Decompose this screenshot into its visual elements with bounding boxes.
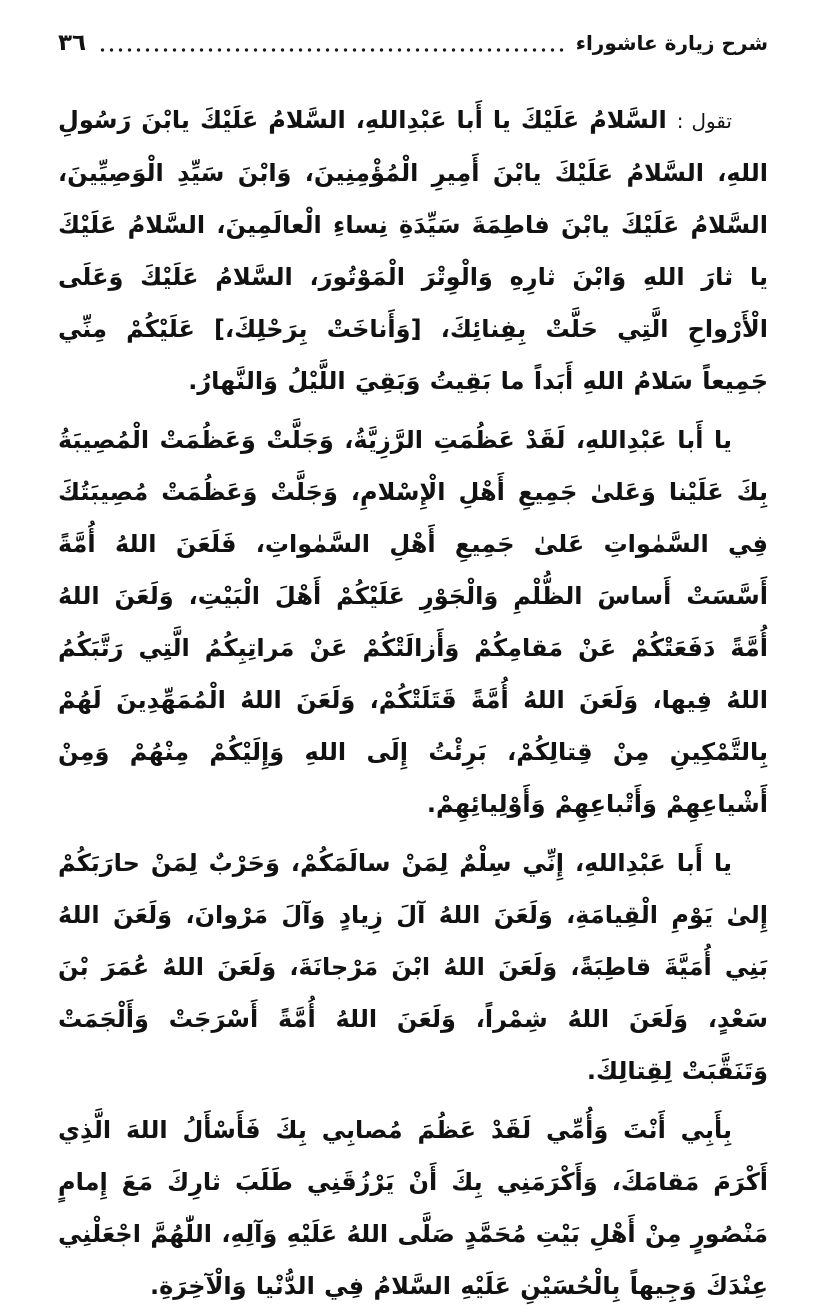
paragraph-dua-text: بِأَبِي أَنْتَ وَأُمِّي لَقَدْ عَظُمَ مُصابِي بِكَ فَأَسْأَلُ اللهَ الَّذِي أَكْرَمَ مَقامَكَ، وَأَكْرَمَنِي بِكَ أَنْ يَرْزُقَنِي طَلَبَ ثارِكَ مَعَ إِمامٍ مَنْصُورٍ مِنْ أَهْلِ بَيْتِ مُحَمَّدٍ صَلَّى اللهُ عَلَيْهِ وَآلِهِ، اللّٰهُمَّ اجْعَلْنِي عِنْدَكَ وَجِيهاً بِالْحُسَيْنِ عَلَيْهِ السَّلامُ فِي الدُّنْيا وَالْآخِرَةِ. [58, 1116, 768, 1300]
paragraph-lan [58, 837, 768, 1097]
page-number: ٣٦ [58, 30, 87, 56]
paragraph-musibah-text: يا أَبا عَبْدِاللهِ، لَقَدْ عَظُمَتِ الرَّزِيَّةُ، وَجَلَّتْ وَعَظُمَتْ الْمُصِيبَةُ بِكَ عَلَيْنا وَعَلىٰ جَمِيعِ أَهْلِ الْإِسْلامِ، وَجَلَّتْ وَعَظُمَتْ مُصِيبَتُكَ فِي السَّمٰواتِ عَلىٰ جَمِيعِ أَهْلِ السَّمٰواتِ، فَلَعَنَ اللهُ أُمَّةً أَسَّسَتْ أَساسَ الظُّلْمِ وَالْجَوْرِ عَلَيْكُمْ أَهْلَ الْبَيْتِ، وَلَعَنَ اللهُ أُمَّةً دَفَعَتْكُمْ عَنْ مَقامِكُمْ وَأَزالَتْكُمْ عَنْ مَراتِبِكُمُ الَّتِي رَتَّبَكُمُ اللهُ فِيها، وَلَعَنَ اللهُ أُمَّةً قَتَلَتْكُمْ، وَلَعَنَ اللهُ الْمُمَهِّدِينَ لَهُمْ بِالتَّمْكِينِ مِنْ قِتالِكُمْ، بَرِئْتُ إِلَى اللهِ وَإِلَيْكُمْ مِنْهُمْ وَمِنْ أَشْياعِهِمْ وَأَتْباعِهِمْ وَأَوْلِيائِهِمْ. [58, 426, 768, 818]
page-header [58, 26, 768, 60]
running-title: شرح زيارة عاشوراء [575, 31, 768, 55]
speech-cue-label: تقول : [676, 109, 732, 133]
paragraph-dua [58, 1104, 768, 1312]
paragraph-opening-salam-text: السَّلامُ عَلَيْكَ يا أَبا عَبْدِاللهِ، السَّلامُ عَلَيْكَ يابْنَ رَسُولِ اللهِ، السَّلامُ عَلَيْكَ يابْنَ أَمِيرِ الْمُؤْمِنِينَ، وَابْنَ سَيِّدِ الْوَصِيِّينَ، السَّلامُ عَلَيْكَ يابْنَ فاطِمَةَ سَيِّدَةِ نِساءِ الْعالَمِينَ، السَّلامُ عَلَيْكَ يا ثارَ اللهِ وَابْنَ ثارِهِ وَالْوِتْرَ الْمَوْتُورَ، السَّلامُ عَلَيْكَ وَعَلَى الْأَرْواحِ الَّتِي حَلَّتْ بِفِنائِكَ، [وَأَناخَتْ بِرَحْلِكَ،] عَلَيْكُمْ مِنِّي جَمِيعاً سَلامُ اللهِ أَبَداً ما بَقِيتُ وَبَقِيَ اللَّيْلُ وَالنَّهارُ. [58, 106, 768, 395]
paragraph-lan-text: يا أَبا عَبْدِاللهِ، إِنِّي سِلْمٌ لِمَنْ سالَمَكُمْ، وَحَرْبٌ لِمَنْ حارَبَكُمْ إِلىٰ يَوْمِ الْقِيامَةِ، وَلَعَنَ اللهُ آلَ زِيادٍ وَآلَ مَرْوانَ، وَلَعَنَ اللهُ بَنِي أُمَيَّةَ قاطِبَةً، وَلَعَنَ اللهُ ابْنَ مَرْجانَةَ، وَلَعَنَ اللهُ عُمَرَ بْنَ سَعْدٍ، وَلَعَنَ اللهُ شِمْراً، وَلَعَنَ اللهُ أُمَّةً أَسْرَجَتْ وَأَلْجَمَتْ وَتَنَقَّبَتْ لِقِتالِكَ. [58, 849, 768, 1085]
paragraph-opening-salam [58, 94, 768, 407]
paragraph-musibah [58, 414, 768, 830]
ziyarat-ashura-text [58, 94, 768, 1312]
dotted-leader [98, 48, 564, 52]
